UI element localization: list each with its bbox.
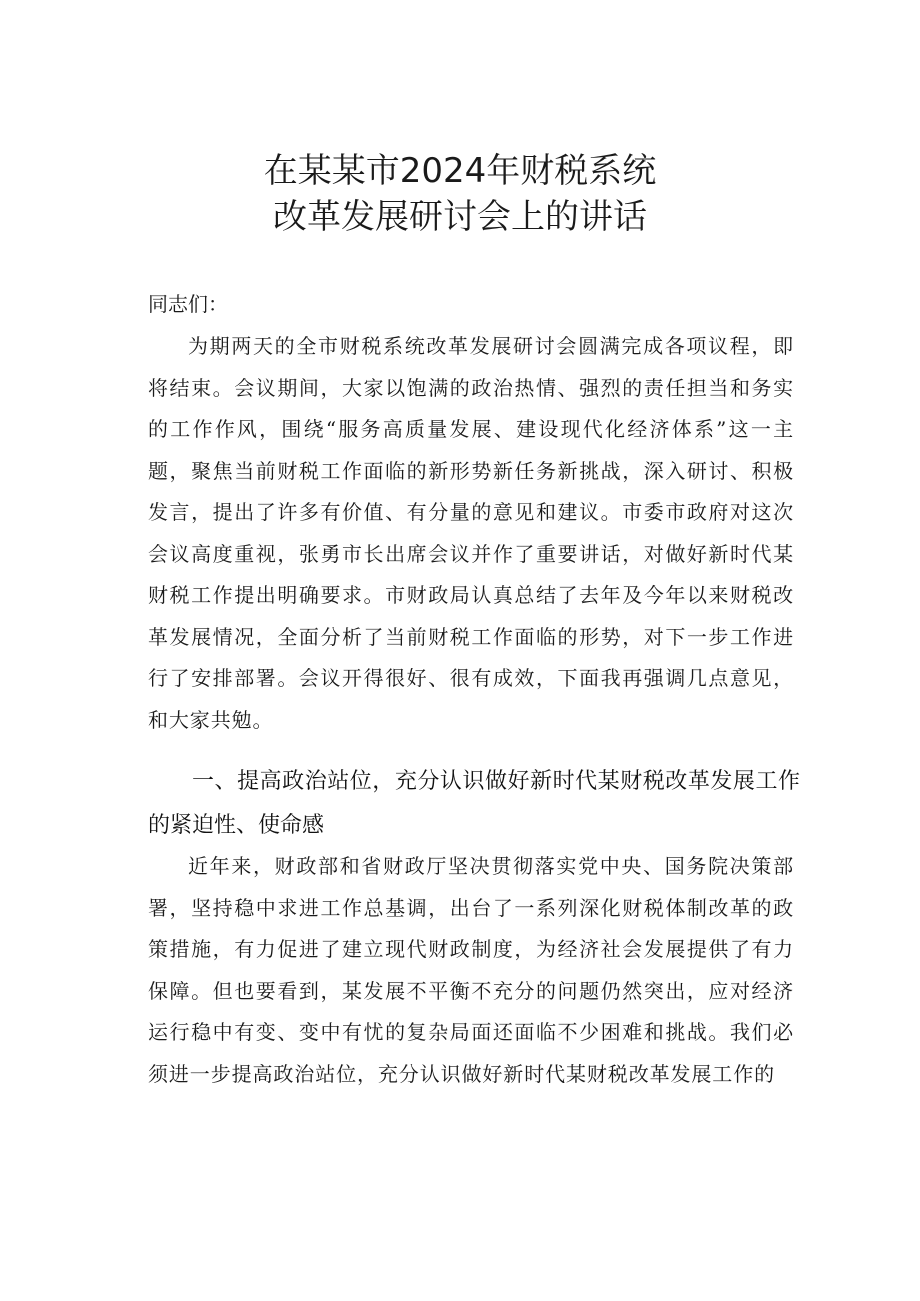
title-line-2: 改革发展研讨会上的讲话 [273,197,647,237]
salutation: 同志们： [148,292,228,316]
title-line-1: 在某某市2024年财税系统 [263,151,657,191]
document-title [0,148,920,240]
paragraph-1: 为期两天的全市财税系统改革发展研讨会圆满完成各项议程，即将结束。会议期间，大家以饱满的政治热情、强烈的责任担当和务实的工作作风，围绕“服务高质量发展、建设现代化经济体系”这一主题，聚焦当前财税工作面临的新形势新任务新挑战，深入研讨、积极发言，提出了许多有价值、有分量的意见和建议。市委市政府对这次会议高度重视，张勇市长出席会议并作了重要讲话，对做好新时代某财税工作提出明确要求。市财政局认真总结了去年及今年以来财税改革发展情况，全面分析了当前财税工作面临的形势，对下一步工作进行了安排部署。会议开得很好、很有成效，下面我再强调几点意见，和大家共勉。 [148,334,794,732]
paragraph-2: 近年来，财政部和省财政厅坚决贯彻落实党中央、国务院决策部署，坚持稳中求进工作总基调，出台了一系列深化财税体制改革的政策措施，有力促进了建立现代财政制度，为经济社会发展提供了有力保障。但也要看到，某发展不平衡不充分的问题仍然突出，应对经济运行稳中有变、变中有忧的复杂局面还面临不少困难和挑战。我们必须进一步提高政治站位，充分认识做好新时代某财税改革发展工作的 [148,854,794,1086]
section-heading-1: 一、提高政治站位，充分认识做好新时代某财税改革发展工作的紧迫性、使命感 [148,769,800,838]
